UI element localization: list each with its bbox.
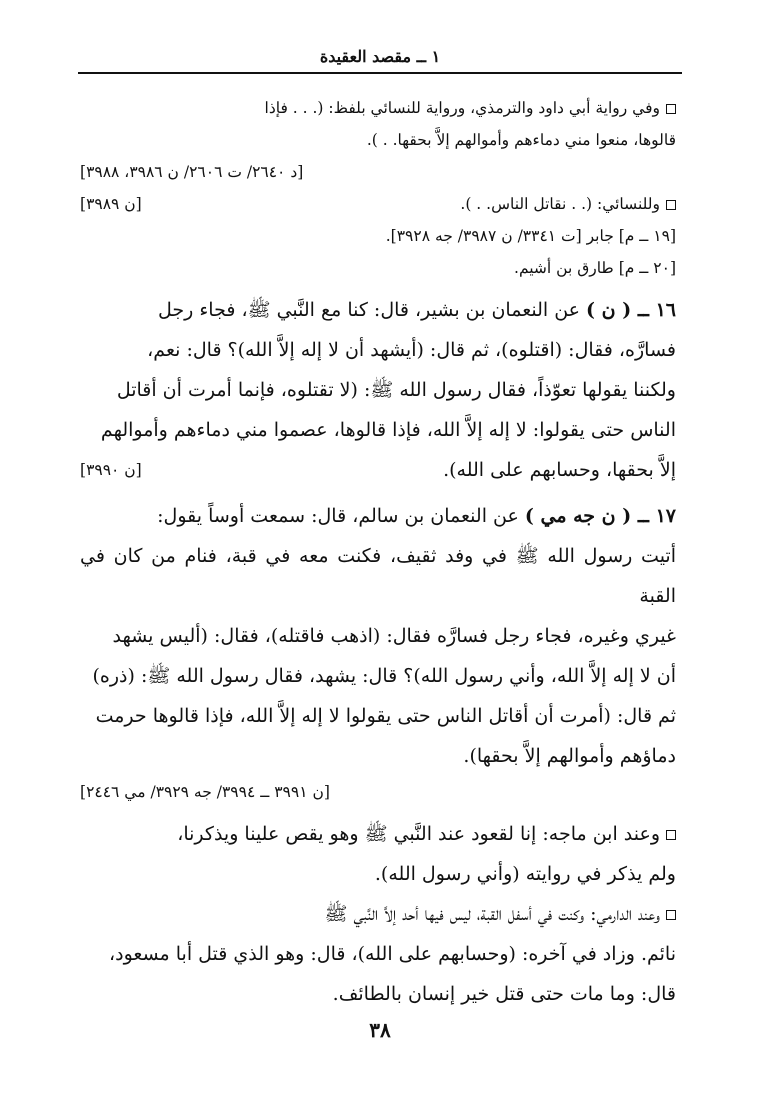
page-number: ٣٨ <box>369 1018 391 1042</box>
hadith-16-line-3: ولكننا يقولها تعوّذاً، فقال رسول الله ﷺ: (لا تقتلوه، فإنما أمرت أن أقاتل <box>116 379 676 401</box>
note-2-text: وللنسائي: (. . نقاتل الناس. . ). <box>460 188 676 220</box>
note-4: [٢٠ ــ م] طارق بن أشيم. <box>514 259 676 277</box>
running-header <box>78 42 682 74</box>
hadith-16-number: ١٦ ــ ( ن ) <box>586 299 676 321</box>
note-2-ref: [ن ٣٩٨٩] <box>80 195 142 213</box>
darimi-line-3: قال: وما مات حتى قتل خير إنسان بالطائف. <box>332 983 676 1005</box>
hadith-17-ref: [ن ٣٩٩١ ــ ٣٩٩٤/ جه ٣٩٢٩/ مي ٢٤٤٦] <box>80 783 330 801</box>
hadith-16-line-4: الناس حتى يقولوا: لا إله إلاَّ الله، فإذا قالوها، عصموا مني دماءهم وأموالهم <box>100 419 676 441</box>
hadith-16-line-5: إلاَّ بحقها، وحسابهم على الله). [ن ٣٩٩٠] <box>80 450 676 490</box>
darimi-line-1: وعند الدارمي: وكنت في أسفل القبة، ليس فيها أحد إلاَّ النَّبي ﷺ <box>80 894 676 934</box>
hadith-16-line-1: ١٦ ــ ( ن ) عن النعمان بن بشير، قال: كنا مع النَّبي ﷺ، فجاء رجل <box>158 299 676 321</box>
note-1-line-2: قالوها، منعوا مني دماءهم وأموالهم إلاَّ بحقها. . ). <box>366 131 676 149</box>
hadith-16 <box>80 290 676 490</box>
hadith-17-number: ١٧ ــ ( ن جه مي ) <box>524 505 676 527</box>
hadith-17-line-5: ثم قال: (أمرت أن أقاتل الناس حتى يقولوا لا إله إلاَّ الله، فإذا قالوها حرمت <box>95 705 676 727</box>
square-bullet-icon <box>666 200 676 210</box>
hadith-17-line-4: أن لا إله إلاَّ الله، وأني رسول الله)؟ قال: يشهد، فقال رسول الله ﷺ: (ذره) <box>92 665 676 687</box>
hadith-17-line-6: دماؤهم وأموالهم إلاَّ بحقها). <box>463 745 676 767</box>
ibn-majah-line-1: وعند ابن ماجه: إنا لقعود عند النَّبي ﷺ وهو يقص علينا ويذكرنا، <box>80 814 676 854</box>
note-1-ref: [د ٢٦٤٠/ ت ٢٦٠٦/ ن ٣٩٨٦، ٣٩٨٨] <box>80 163 304 181</box>
note-1-line-1: وفي رواية أبي داود والترمذي، ورواية للنسائي بلفظ: (. . . فإذا <box>80 92 676 124</box>
hadith-17 <box>80 496 676 808</box>
note-2 <box>80 188 676 220</box>
square-bullet-icon <box>666 830 676 840</box>
page-content <box>80 92 676 1014</box>
header-title: ١ ــ مقصد العقيدة <box>319 47 441 66</box>
note-3: [١٩ ــ م] جابر [ت ٣٣٤١/ ن ٣٩٨٧/ جه ٣٩٢٨]. <box>385 227 676 245</box>
hadith-16-line-2: فسارَّه، فقال: (اقتلوه)، ثم قال: (أيشهد أن لا إله إلاَّ الله)؟ قال: نعم، <box>147 339 676 361</box>
darimi-line-2: نائم. وزاد في آخره: (وحسابهم على الله)، قال: وهو الذي قتل أبا مسعود، <box>109 943 676 965</box>
hadith-16-ref: [ن ٣٩٩٠] <box>80 461 142 479</box>
hadith-17-line-2: أتيت رسول الله ﷺ في وفد ثقيف، فكنت معه في قبة، فنام من كان في القبة <box>80 545 676 607</box>
hadith-17-line-1: ١٧ ــ ( ن جه مي ) عن النعمان بن سالم، قال: سمعت أوساً يقول: <box>157 505 676 527</box>
ibn-majah-line-2: ولم يذكر في روايته (وأني رسول الله). <box>374 863 676 885</box>
hadith-17-line-3: غيري وغيره، فجاء رجل فسارَّه فقال: (اذهب فاقتله)، فقال: (أليس يشهد <box>112 625 676 647</box>
square-bullet-icon <box>666 104 676 114</box>
square-bullet-icon <box>666 910 676 920</box>
